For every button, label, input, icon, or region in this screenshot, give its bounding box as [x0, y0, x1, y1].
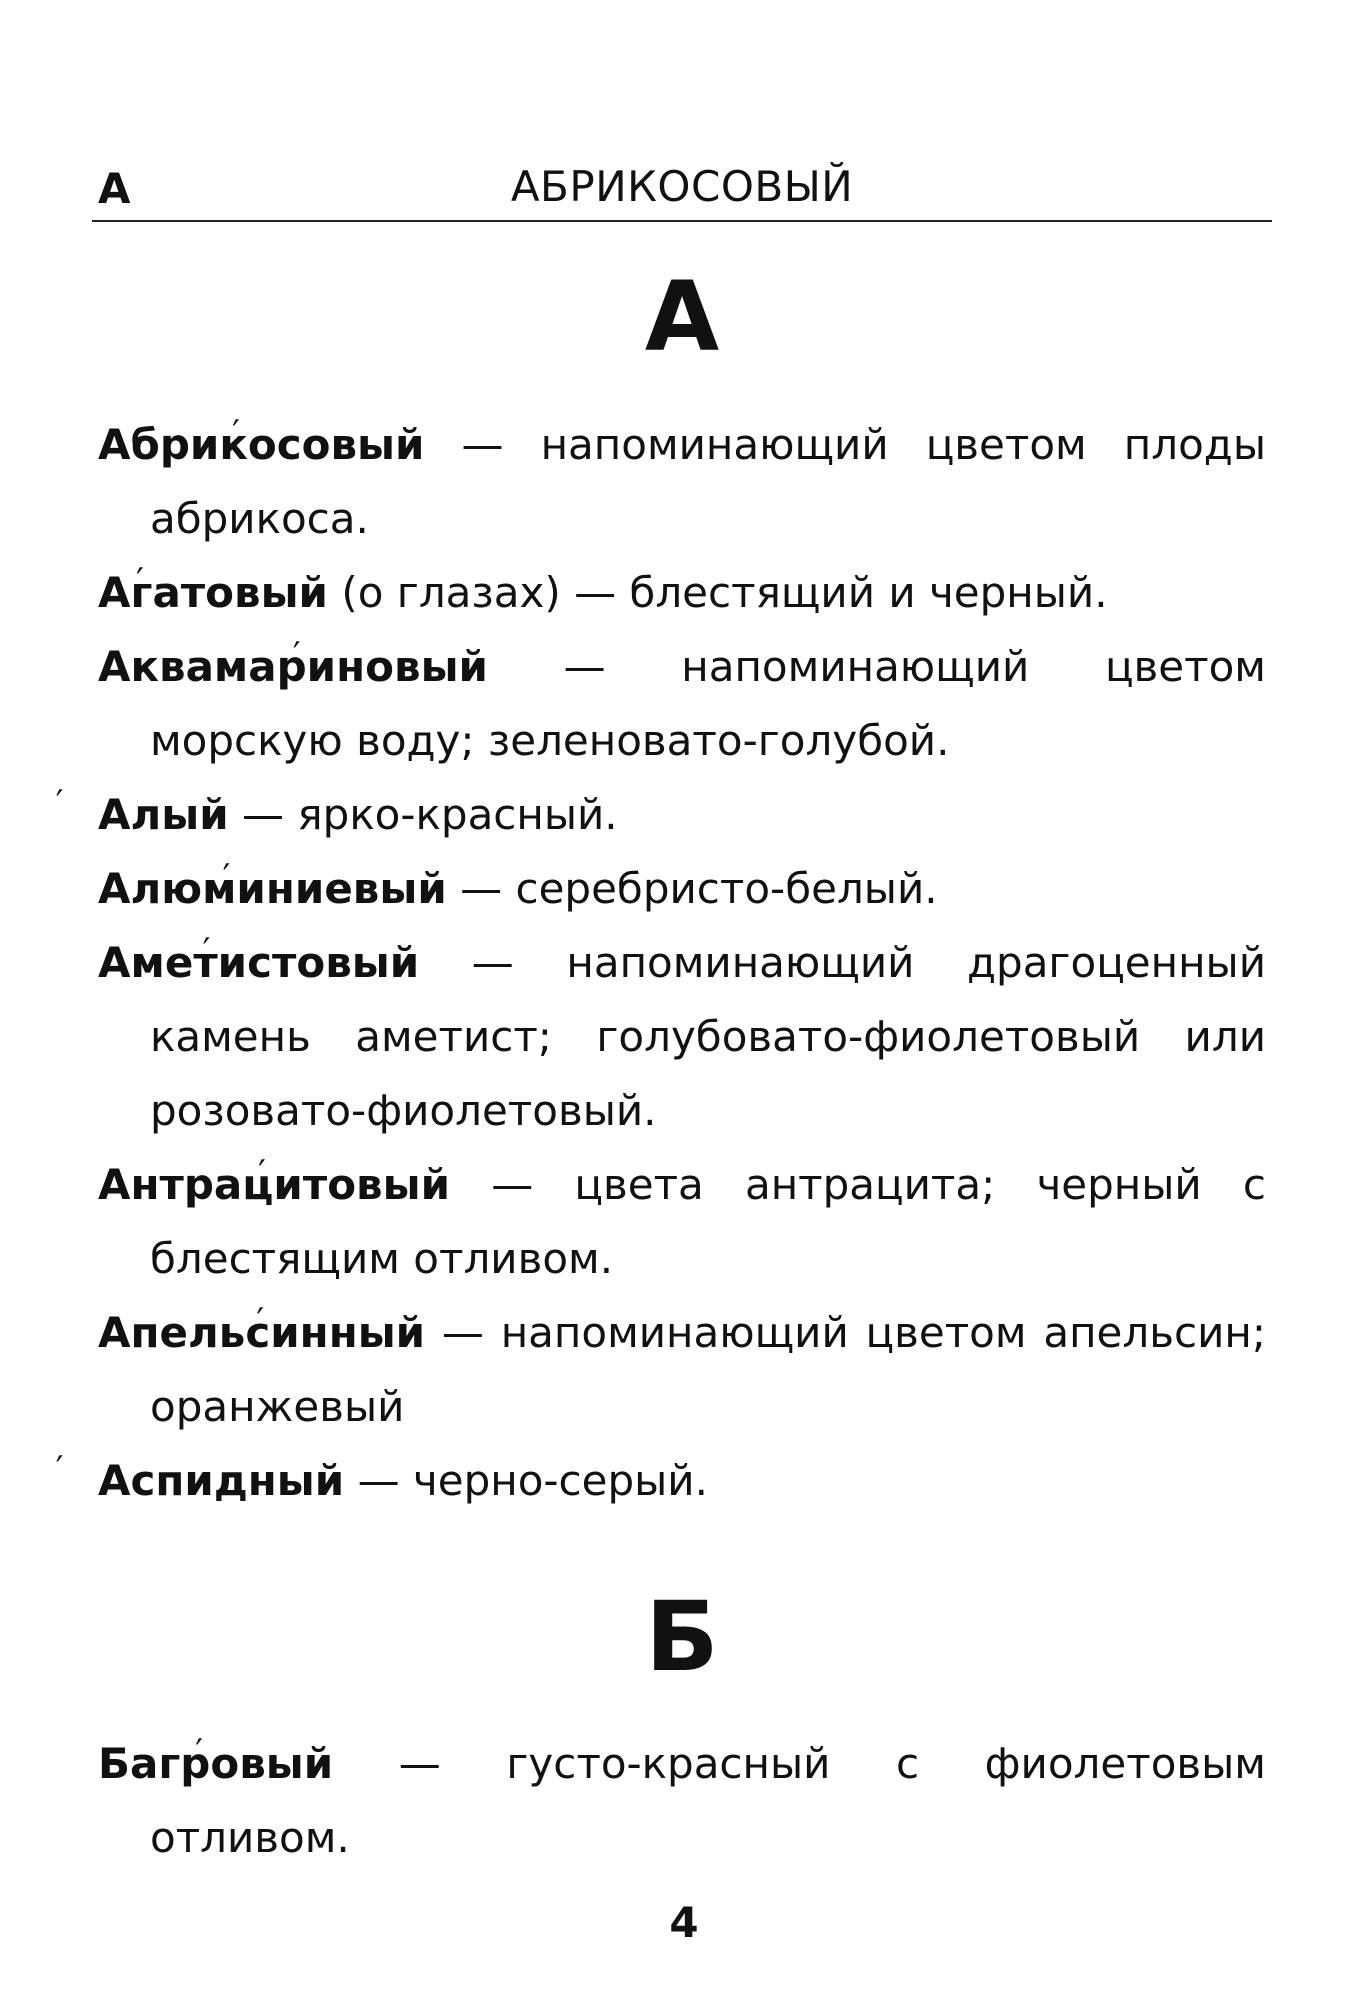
definition: — густо-красный с фиолетовым отливом. [150, 1739, 1266, 1862]
dictionary-entry [98, 852, 1266, 926]
definition: — напоминающий цветом апельсин; оранжевый [150, 1308, 1266, 1431]
running-head-letter: А [98, 164, 131, 213]
headword: А ′спидный [98, 1456, 344, 1505]
section-b-entries [98, 1727, 1266, 1875]
dictionary-entry [98, 408, 1266, 556]
headword: А ′лый [98, 790, 229, 839]
headword: Антрацит ′овый [98, 1160, 450, 1209]
definition: — ярко-красный. [228, 790, 618, 839]
headword: Агат ′овый [98, 568, 328, 617]
dictionary-entry [98, 926, 1266, 1148]
headword: Абрикос ′овый [98, 420, 424, 469]
dictionary-entry [98, 1296, 1266, 1444]
section-a-entries [98, 408, 1266, 1518]
dictionary-entry [98, 778, 1266, 852]
dictionary-entry [98, 630, 1266, 778]
definition: — напоминающий цветом плоды абрикоса. [150, 420, 1266, 543]
headword: Багров ′ый [98, 1739, 333, 1788]
section-letter-a: А [644, 261, 720, 373]
dictionary-entry [98, 1148, 1266, 1296]
dictionary-entry [98, 1727, 1266, 1875]
headword: Аметис ′товый [98, 938, 419, 987]
running-head [92, 160, 1272, 222]
dictionary-entry [98, 1444, 1266, 1518]
definition: — серебристо-белый. [446, 864, 938, 913]
headword: Алюмин ′иевый [98, 864, 447, 913]
dictionary-entry [98, 556, 1266, 630]
definition: — цвета антрацита; черный с блестящим отливом. [150, 1160, 1266, 1283]
headword: Апельсин ′ный [98, 1308, 425, 1357]
page-number: 4 [669, 1898, 699, 1947]
definition: — напоминающий цветом морскую воду; зеленовато-голубой. [150, 642, 1266, 765]
definition: — напоминающий драгоценный камень аметист; голубовато-фиолетовый или розовато-фиолетовый. [150, 938, 1266, 1135]
running-head-word: АБРИКОСОВЫЙ [510, 162, 854, 211]
section-letter-b: Б [645, 1581, 719, 1693]
headword: Аквамарин ′овый [98, 642, 488, 691]
definition: — черно-серый. [344, 1456, 708, 1505]
definition: (о глазах) — блестящий и черный. [327, 568, 1108, 617]
